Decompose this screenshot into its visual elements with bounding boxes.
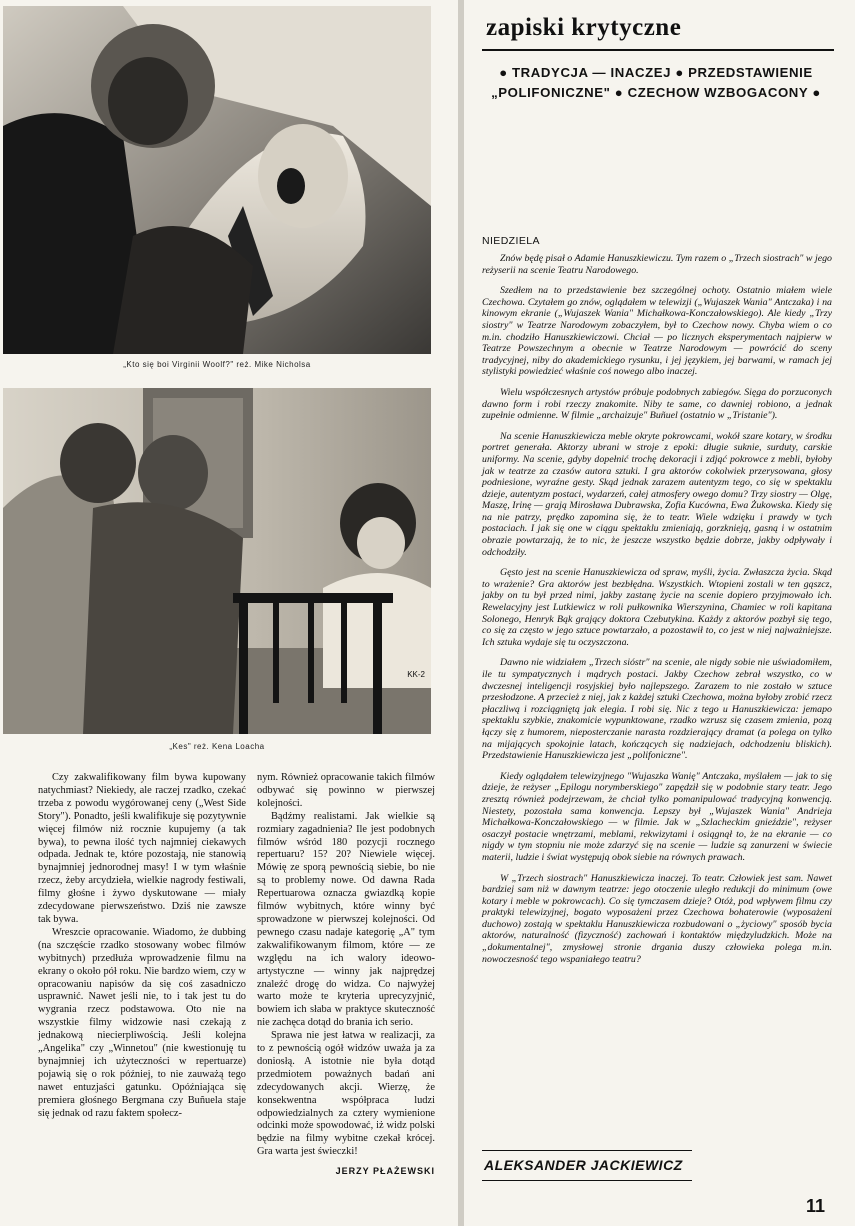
paragraph: Gęsto jest na scenie Hanuszkiewicza od spraw, myśli, życia. Zwłaszcza życia. Skąd to wrażenie? Gra aktorów jest bezbłędna. Wszystkich. Wtopieni zostali w ten gąszcz, jakby on tu był przed nimi, jakby zastanę życie na scenie dopiero przyjmowało ich. Rewelacyjny jest Lutkiewicz w roli pułkownika Wierszynina, Chamiec w roli kapitana Solonego, Henryk Bąk grający doktora Czebutykina. Każdy z aktorów pozbył się tego, co się za często w jego sztuce powtarzało, a pozostawił to, co jest w niej najważniejsze. Ich sztuka wydaje się tu oczyszczona.: [482, 567, 832, 648]
banner-line: ● TRADYCJA — INACZEJ ● PRZEDSTAWIENIE: [499, 65, 813, 80]
section-heading: zapiski krytyczne: [486, 14, 682, 41]
photo-caption: „Kes" reż. Kena Loacha: [169, 742, 265, 751]
signature-rule: [482, 1150, 692, 1151]
paragraph: Szedłem na to przedstawienie bez szczególnej ochoty. Ostatnio miałem wiele Czechowa. Czytałem go znów, oglądałem w telewizji („Wujaszek Wania" Antczaka) i na kinowym ekranie („Wujaszek Wania" Michałkowa-Konczałowskiego). Ale kiedy „Trzy siostry" w Teatrze Narodowym zobaczyłem, był to Czechow nowy. Chyba wiem o co m.in. chodziło Hanuszkiewiczowi. Chciał — po licznych eksperymentach najpierw w Teatrze Powszechnym a obecnie w Teatrze Narodowym — powrócić do sceny tradycyjnej, niby do akademickiego rysunku, i jej językiem, jej barwami, w ramach jej stylistyki powiedzieć właśnie coś nowego albo inaczej.: [482, 285, 832, 378]
photo-virginia-woolf: [3, 6, 431, 354]
day-label: NIEDZIELA: [482, 235, 540, 247]
left-article-col2: [257, 772, 435, 1178]
banner-line: „POLIFONICZNE" ● CZECHOW WZBOGACONY ●: [491, 85, 821, 100]
paragraph: Sprawa nie jest łatwa w realizacji, za to z pewnością ogół widzów uważa ja za doniosłą. A istotnie nie była dotąd przedmiotem poważnych badań ani zdecydowanych akcji. Wierzę, że konsekwentna współpraca ludzi odpowiedzialnych za cztery wymienione odcinki może spowodować, iż widz polski będzie na filmy wybitne czekał krócej. Gra warta jest świeczki!: [257, 1030, 435, 1158]
photo-virginia-woolf-image: [3, 6, 431, 354]
photo-caption: „Kto się boi Virginii Woolf?" reż. Mike Nicholsa: [123, 360, 311, 369]
article-author: JERZY PŁAŻEWSKI: [335, 1166, 435, 1177]
paragraph: Na scenie Hanuszkiewicza meble okryte pokrowcami, wokół szare kotary, w środku portret generała. Aktorzy ubrani w stroje z epoki: długie suknie, surduty, carskie uniformy. Na scenie, gdyby dopełnić trochę dekoracji i zdjąć pokrowce z mebli, byłoby jak w teatrze za czasów autora sztuki. I gra aktorów cokolwiek przerysowana, głosy podniesione, wyraźne gesty. Skąd jednak zarazem autentyzm tego, co się w spektaklu dzieje, autentyzm postaci, wydarzeń, całej atmosfery owego domu? Trzy siostry — Olgę, Maszę, Irinę — grają Mirosława Dubrawska, Zofia Kucówna, Ewa Żukowska. Kiedy się na nie patrzy, prędko zapomina się, że to teatr. Wiele wdzięku i prawdy w tych postaciach. I jak się one w ciągu spektaklu zmieniają, gorzknieją, gasną i w ostatnim obrazie powtarzają, że to nic, że jeszcze wszystko będzie dobrze, jakby odpływały i odchodziły.: [482, 430, 832, 558]
paragraph: Bądźmy realistami. Jak wielkie są rozmiary zagadnienia? Ile jest podobnych filmów wśród 180 pozycji rocznego repertuaru? 15? 20? Niewiele więcej. Mówię ze sporą pewnością siebie, bo nie są to problemy nowe. Od dawna Rada Repertuarowa oznacza gwiazdką kopie filmów wybitnych, które winny być sprowadzone w pierwszej kolejności. Od pewnego czasu nadaje kategorię „A" tym zakwalifikowanym filmom, które — ze względu na ich walory ideowo-artystyczne — winny jak najprędzej znaleźć drogę do widza. Co najwyżej warto może te kryteria uprecyzyjnić, bowiem ich słaba w praktyce skuteczność nie zachęca dotąd do brania ich serio.: [257, 810, 435, 1029]
page-number: 11: [806, 1196, 826, 1216]
paragraph: Kiedy oglądałem telewizyjnego "Wujaszka Wanię" Antczaka, myślałem — jak to się dzieje, że reżyser „Epilogu norymberskiego" zapędził się w podobnie stary teatr. Jego zresztą również podejrzewam, że chciał tylko pomanipulować tradycyjną konwencją. Niestety, pozostała sama konwencja. Lepszy był „Wujaszek Wania" Andrieja Michałkowa-Konczałowskiego — w filmie. Jak w „Szlacheckim gnieździe", reżyser osaczył postacie wnętrzami, meblami, rekwizytami i osiągnął to, że na ekranie — co nigdy w tym stopniu nie może zdarzyć się na scenie — ludzie są zanurzeni w świecie materii, ludzie i świat występują obok siebie na równych prawach.: [482, 770, 832, 863]
paragraph: Wielu współczesnych artystów próbuje podobnych zabiegów. Sięga do porzuconych dawno form i robi rzeczy znakomite. Niby te same, co dawniej robiono, a jednak zupełnie odmienne. W filmie „archaizuje" Buñuel (ostatnio w „Tristanie").: [482, 386, 832, 422]
paragraph: Wreszcie opracowanie. Wiadomo, że dubbing (na szczęście rzadko stosowany wobec filmów wybitnych) przedłuża wprowadzenie filmu na ekrany o około pół roku. Nie bardzo wiem, czy w opracowaniu napisów da się coś zasadniczo usprawnić. Nawet jeśli nie, to i tak jest tu do wygrania rzecz podstawowa. Oto nie na wszystkie filmy widzowie nasi czekają z jednakową niecierpliwością. Jeśli kolejna „Angelika" czy „Winnetou" (nie kwestionuję tu bynajmniej ich użyteczności w repertuarze) pojawią się o rok później, to nie zauważą tego nawet entuzjaści gatunku. Opóźniająca się premiera głośnego Bergmana czy Buñuela staje się jednak od razu faktem społecz-: [38, 926, 246, 1119]
panel-border: [458, 0, 464, 1226]
paragraph: Czy zakwalifikowany film bywa kupowany natychmiast? Niekiedy, ale raczej rzadko, czekać trzeba z powodu wygórowanej ceny („West Side Story"). Ponadto, jeśli kwalifikuje się pozytywnie więcej filmów niż rocznie kupujemy (a tak bywa), to pewna ilość tych najmniej ciekawych odpada. Jednak te, które pozostają, nie stanowią bynajmniej jednorodnej masy! I w tym właśnie rzecz, żeby arcydzieła, wielkie nagrody festiwali, filmy głośne i żywo dyskutowane — miały zdecydowane pierwszeństwo. Dziś nie zawsze tak bywa.: [38, 772, 246, 925]
paragraph: W „Trzech siostrach" Hanuszkiewicza inaczej. To teatr. Człowiek jest sam. Nawet bardziej sam niż w dawnym teatrze: jego otoczenie uległo redukcji do minimum (owe kotary i meble w pokrowcach). Co się tymczasem dzieje? Otóż, pod wpływem filmu czy praktyki telewizyjnej, bogato wyposażeni przez Czechowa bohaterowie (wyposażeni duchowo) zostają w spektaklu Hanuszkiewicza rozbudowani o „życiowy" sposób bycia aktorów, naturalność (fizyczność) zachowań i kontaktów międzyludzkich. Może na „dokumentalnej", zmysłowej stronie drgania duszy człowieka polega m.in. nowoczesność tego wspaniałego teatru?: [482, 872, 832, 965]
topics-banner: [472, 63, 840, 103]
heading-rule: [482, 49, 834, 51]
photo-kes: [3, 388, 431, 734]
paragraph: Znów będę pisał o Adamie Hanuszkiewiczu. Tym razem o „Trzech siostrach" w jego reżyserii na scenie Teatru Narodowego.: [482, 253, 832, 276]
signature-rule: [482, 1180, 692, 1181]
left-article-col1: [38, 772, 246, 1120]
paragraph: nym. Również opracowanie takich filmów odbywać się powinno w pierwszej kolejności.: [257, 772, 435, 809]
signature: ALEKSANDER JACKIEWICZ: [484, 1157, 683, 1173]
paragraph: Dawno nie widziałem „Trzech sióstr" na scenie, ale nigdy sobie nie uświadomiłem, ile tu sympatycznych i mądrych postaci. Jakby Czechow zebrał wszystko, co w dwczesnej inteligencji rosyjskiej było najlepszego. Zarazem to nie zostało w sztuce przesłodzone. A przecież z niej, jak z każdej sztuki Czechowa, można byłoby zrobić rzecz płaczliwą i rozciągniętą jak elegia. I robi się. Nic z tego u Hanuszkiewicza: jemapo spektaklu szybkie, znakomicie wypunktowane, rzadko wzrusz się czasem zmienia, pozą łączy się z humorem, nieposterczanie narasta rozdzierający dramat (a polega on tylko na mijających spokojnie latach, kończących się nadziejach, odchodzeniu bliskich). Przedstawienie Hanuszkiewicza jest „polifoniczne".: [482, 657, 832, 762]
photo-kes-image: [3, 388, 431, 734]
right-panel-text: [482, 253, 832, 974]
right-panel: [458, 0, 855, 1226]
photo-watermark: KK-2: [407, 670, 425, 679]
